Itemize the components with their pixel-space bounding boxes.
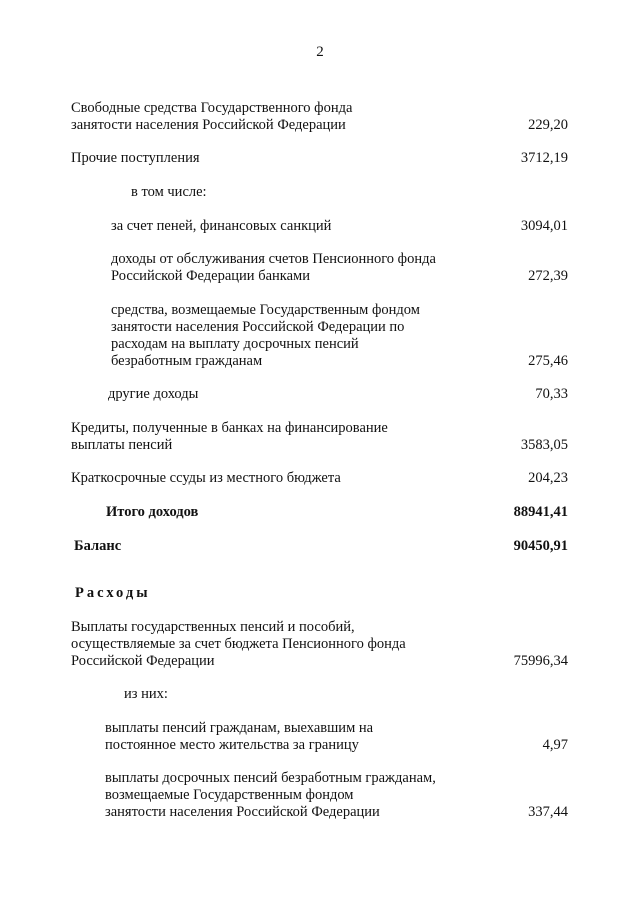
row-amount: 337,44 (528, 804, 568, 820)
row-label: из них: (124, 686, 168, 702)
balance-label: Баланс (74, 538, 122, 554)
row-amount: 272,39 (528, 268, 568, 284)
balance-amount: 90450,91 (513, 538, 568, 554)
row-amount: 229,20 (528, 117, 568, 133)
row-label: выплаты пенсий гражданам, выехавшим на постоянное место жительства за границу (105, 720, 374, 753)
row-label: Кредиты, полученные в банках на финансирование выплаты пенсий (71, 420, 388, 453)
row-label: за счет пеней, финансовых санкций (111, 218, 332, 234)
row-label: Краткосрочные ссуды из местного бюджета (71, 470, 341, 486)
row-amount: 4,97 (542, 737, 568, 753)
row-amount: 3583,05 (520, 437, 568, 453)
total-income-label: Итого доходов (106, 504, 199, 520)
page-number: 2 (316, 44, 324, 60)
row-label: другие доходы (108, 386, 199, 402)
row-amount: 70,33 (535, 386, 568, 402)
row-label: выплаты досрочных пенсий безработным гражданам, возмещаемые Государственным фондом занятости населения Российской Федерации (105, 770, 436, 820)
expenses-heading: Расходы (75, 585, 151, 601)
row-amount: 3094,01 (520, 218, 568, 234)
row-amount: 75996,34 (513, 653, 568, 669)
row-label: Выплаты государственных пенсий и пособий, осуществляемые за счет бюджета Пенсионного фонда Российской Федерации (71, 619, 406, 669)
total-income-amount: 88941,41 (513, 504, 568, 520)
row-label: Свободные средства Государственного фонда занятости населения Российской Федерации (71, 100, 353, 133)
row-amount: 204,23 (528, 470, 568, 486)
row-amount: 3712,19 (520, 150, 568, 166)
row-amount: 275,46 (528, 353, 568, 369)
row-label: Прочие поступления (71, 150, 200, 166)
row-label: в том числе: (131, 184, 207, 200)
row-label: доходы от обслуживания счетов Пенсионного фонда Российской Федерации банками (111, 251, 436, 284)
row-label: средства, возмещаемые Государственным фондом занятости населения Российской Федерации по расходам на выплату досрочных пенсий безработным гражданам (111, 302, 420, 369)
